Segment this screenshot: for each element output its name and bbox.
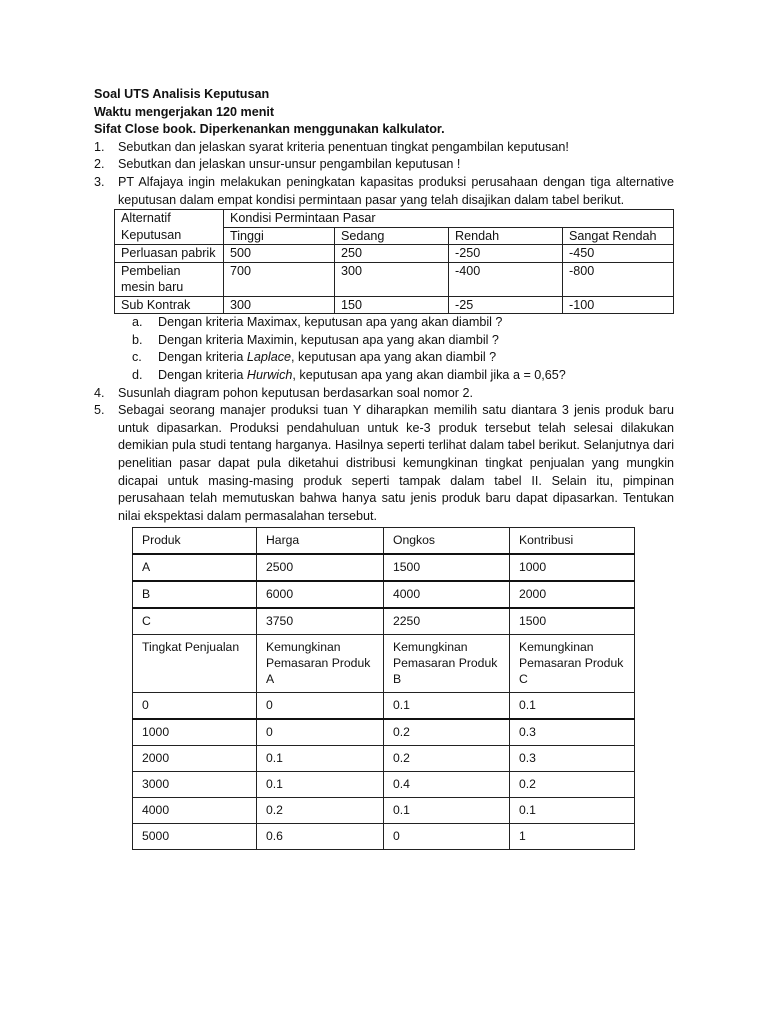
table-cell: -400 — [449, 262, 563, 296]
exam-title: Soal UTS Analisis Keputusan — [94, 87, 270, 101]
question-number: 2. — [94, 157, 105, 172]
table-cell: 150 — [335, 296, 449, 314]
table-cell: 6000 — [257, 581, 384, 608]
question-number: 5. — [94, 403, 105, 418]
header-prob-b: Kemungkinan Pemasaran Produk B — [384, 635, 510, 693]
table-cell: -450 — [563, 245, 674, 263]
exam-mode: Sifat Close book. Diperkenankan menggunakan kalkulator. — [94, 122, 445, 137]
question-5 — [94, 402, 674, 525]
criterion-name: Hurwich — [246, 367, 293, 382]
subquestion-text: Dengan kriteria Maximax, keputusan apa yang akan diambil ? — [158, 315, 503, 330]
table-header-row — [115, 210, 674, 228]
table-cell: 0 — [257, 719, 384, 746]
table-cell: -800 — [563, 262, 674, 296]
exam-content — [94, 86, 674, 850]
subquestion-text-post: , keputusan apa yang akan diambil jika a = 0,65? — [292, 367, 566, 382]
table-cell: 300 — [335, 262, 449, 296]
subquestion-d — [94, 367, 674, 385]
table-cell: 0.3 — [510, 719, 635, 746]
exam-time: Waktu mengerjakan 120 menit — [94, 104, 275, 119]
table-row — [133, 719, 635, 746]
header-prob-c: Kemungkinan Pemasaran Produk C — [510, 635, 635, 693]
table-row — [133, 554, 635, 581]
table-cell: C — [133, 608, 257, 635]
table-cell: 0.2 — [257, 798, 384, 824]
question-text: Sebutkan dan jelaskan syarat kriteria penentuan tingkat pengambilan keputusan! — [118, 139, 569, 154]
table-cell: 2250 — [384, 608, 510, 635]
subquestion-text: Dengan kriteria Maximin, keputusan apa yang akan diambil ? — [158, 332, 499, 347]
table-cell: 1000 — [510, 554, 635, 581]
product-table — [132, 527, 635, 850]
table-cell: 250 — [335, 245, 449, 263]
table-row — [115, 245, 674, 263]
table-cell: 0.1 — [510, 798, 635, 824]
header-harga: Harga — [257, 528, 384, 555]
table-cell: 0 — [257, 693, 384, 720]
header-condition: Sedang — [335, 227, 449, 245]
table-cell: 0.1 — [257, 746, 384, 772]
subquestion-label: c. — [132, 350, 142, 365]
question-text: Sebutkan dan jelaskan unsur-unsur pengambilan keputusan ! — [118, 157, 461, 172]
subquestion-text-pre: Dengan kriteria — [158, 367, 247, 382]
table-row — [133, 798, 635, 824]
table-cell: 0 — [384, 824, 510, 850]
table-cell: 0.3 — [510, 746, 635, 772]
table-header-row — [133, 528, 635, 555]
table-cell: 500 — [224, 245, 335, 263]
header-alternatif: Alternatif Keputusan — [115, 210, 224, 245]
table-cell: 1 — [510, 824, 635, 850]
table-row — [133, 772, 635, 798]
subquestion-label: d. — [132, 367, 143, 382]
subquestion-label: b. — [132, 332, 143, 347]
table-cell: 0.1 — [510, 693, 635, 720]
table-cell: -250 — [449, 245, 563, 263]
table-cell: B — [133, 581, 257, 608]
header-prob-a: Kemungkinan Pemasaran Produk A — [257, 635, 384, 693]
subquestion-text-post: , keputusan apa yang akan diambil ? — [291, 350, 497, 365]
table-cell: A — [133, 554, 257, 581]
table-cell: 2500 — [257, 554, 384, 581]
question-4 — [94, 385, 674, 403]
subquestion-a — [94, 314, 674, 332]
table-cell: 0.2 — [384, 719, 510, 746]
header-produk: Produk — [133, 528, 257, 555]
question-3 — [94, 174, 674, 209]
table-cell: 0.1 — [384, 693, 510, 720]
table-cell: 3000 — [133, 772, 257, 798]
subquestion-text-pre: Dengan kriteria — [158, 350, 247, 365]
table-row — [115, 262, 674, 296]
table-cell: 0.4 — [384, 772, 510, 798]
table-cell: 3750 — [257, 608, 384, 635]
table-cell: 700 — [224, 262, 335, 296]
question-2 — [94, 156, 674, 174]
table-cell: 2000 — [133, 746, 257, 772]
subquestion-c — [94, 349, 674, 367]
header-kondisi: Kondisi Permintaan Pasar — [224, 210, 674, 228]
table-cell: -25 — [449, 296, 563, 314]
question-text: Susunlah diagram pohon keputusan berdasarkan soal nomor 2. — [118, 385, 473, 400]
table-cell: 1000 — [133, 719, 257, 746]
table-cell: 0.2 — [384, 746, 510, 772]
table-row — [133, 581, 635, 608]
table-cell: 5000 — [133, 824, 257, 850]
question-text: Sebagai seorang manajer produksi tuan Y diharapkan memilih satu diantara 3 jenis produk baru untuk dipasarkan. Produksi pendahuluan untuk ke-3 produk tersebut telah selesai dilakukan demikian pula studi tentang harganya. Hasilnya seperti terlihat dalam tabel berikut. Selanjutnya dari penelitian pasar dapat pula diketahui distribusi kemungkinan tingkat penjualan yang mungkin dicapai untuk masing-masing produk seperti tampak dalam tabel II. Selain itu, pimpinan perusahaan telah memutuskan bahwa hanya satu jenis produk baru dapat dipasarkan. Tentukan nilai ekspektasi dalam permasalahan tersebut. — [118, 403, 674, 523]
table-cell: 2000 — [510, 581, 635, 608]
table-cell: 0.2 — [510, 772, 635, 798]
table-cell: 0.6 — [257, 824, 384, 850]
alternative-name: Pembelian mesin baru — [115, 262, 224, 296]
question-number: 4. — [94, 385, 105, 400]
table-cell: 0.1 — [384, 798, 510, 824]
table-row — [133, 824, 635, 850]
table-row — [133, 693, 635, 720]
table-cell: 0.1 — [257, 772, 384, 798]
table-cell: 4000 — [133, 798, 257, 824]
header-condition: Rendah — [449, 227, 563, 245]
table-cell: 1500 — [384, 554, 510, 581]
table-cell: 4000 — [384, 581, 510, 608]
question-text: PT Alfajaya ingin melakukan peningkatan kapasitas produksi perusahaan dengan tiga alternative keputusan dalam empat kondisi permintaan pasar yang telah disajikan dalam tabel berikut. — [118, 174, 674, 207]
subquestion-b — [94, 332, 674, 350]
alternative-name: Sub Kontrak — [115, 296, 224, 314]
header-tingkat-penjualan: Tingkat Penjualan — [133, 635, 257, 693]
table-cell: 300 — [224, 296, 335, 314]
question-1 — [94, 139, 674, 157]
alternative-name: Perluasan pabrik — [115, 245, 224, 263]
table-cell: -100 — [563, 296, 674, 314]
table-row — [115, 296, 674, 314]
subquestion-label: a. — [132, 315, 143, 330]
criterion-name: Laplace — [246, 350, 292, 365]
table-row — [133, 608, 635, 635]
question-number: 3. — [94, 174, 105, 189]
decision-table — [114, 209, 674, 314]
header-condition: Tinggi — [224, 227, 335, 245]
header-condition: Sangat Rendah — [563, 227, 674, 245]
table-cell: 1500 — [510, 608, 635, 635]
header-ongkos: Ongkos — [384, 528, 510, 555]
table-cell: 0 — [133, 693, 257, 720]
header-kontribusi: Kontribusi — [510, 528, 635, 555]
table-header-row — [133, 635, 635, 693]
question-number: 1. — [94, 139, 105, 154]
table-row — [133, 746, 635, 772]
